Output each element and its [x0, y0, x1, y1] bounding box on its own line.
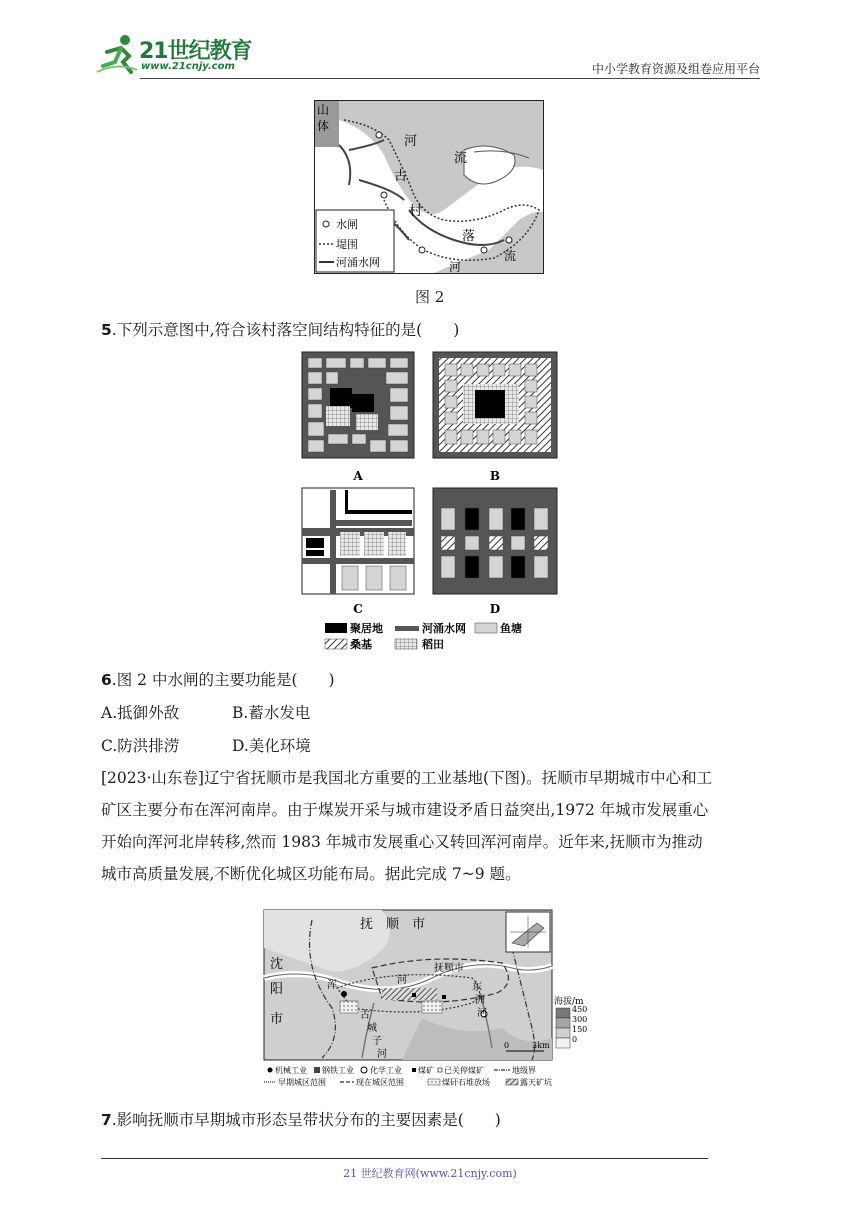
legend-settlement: 聚居地	[350, 622, 383, 635]
fig2-legend-sluice: 水闸	[336, 218, 358, 231]
option-d-diagram	[433, 488, 557, 594]
passage-line-3: 开始向浑河北岸转移,然而 1983 年城市发展重心又转回浑河南岸。近年来,抚顺市为推动	[101, 833, 703, 851]
fig2-label-cun: 村	[409, 204, 423, 219]
fushun-map	[262, 908, 598, 1090]
map-elevation-300: 300	[572, 1015, 588, 1024]
question-7-number: 7	[101, 1111, 112, 1129]
question-6-text: .图 2 中水闸的主要功能是( )	[111, 671, 335, 689]
map-legend-machinery: 机械工业	[275, 1066, 307, 1075]
passage-line-2: 矿区主要分布在浑河南岸。由于煤炭开采与城市建设矛盾日益突出,1972 年城市发展重心	[101, 801, 709, 819]
map-label-zi: 子	[372, 1036, 382, 1047]
legend-waterway: 河涌水网	[422, 622, 466, 635]
passage	[101, 762, 781, 890]
map-legend-steel: 钢铁工业	[322, 1066, 354, 1075]
map-elevation-title: 海拔/m	[554, 997, 584, 1007]
fig2-label-he1: 河	[404, 134, 418, 149]
fig2-legend-waterway: 河涌水网	[336, 256, 380, 269]
map-label-fushun-city: 抚顺市	[434, 963, 464, 974]
map-label-yang: 阳	[270, 982, 284, 997]
map-label-cheng: 城	[367, 1023, 377, 1034]
option-a-label: A	[353, 469, 363, 483]
question-6-option-b[interactable]: B.蓄水发电	[232, 704, 311, 722]
question-6-number: 6	[101, 671, 112, 689]
options-figure	[300, 350, 562, 655]
fig2-label-ti: 体	[317, 119, 330, 133]
fig2-label-liu2: 流	[504, 249, 517, 263]
map-label-zhou: 洲	[475, 995, 485, 1006]
fig2-legend-dike: 堤围	[336, 238, 358, 251]
question-7	[101, 1110, 501, 1130]
page-header	[95, 30, 760, 82]
legend-fishpond: 鱼塘	[500, 622, 522, 635]
map-legend-chemical: 化学工业	[370, 1066, 402, 1075]
footer-link[interactable]: 21 世纪教育网(www.21cnjy.com)	[343, 1167, 517, 1180]
passage-line-1: [2023·山东卷]辽宁省抚顺市是我国北方重要的工业基地(下图)。抚顺市早期城市中心和工	[101, 769, 713, 787]
option-b-diagram	[433, 352, 557, 458]
map-label-he3: 河	[477, 1008, 487, 1019]
map-legend-early-city: 早期城区范围	[278, 1078, 326, 1087]
map-label-dong: 东	[472, 982, 482, 993]
question-6-option-a[interactable]: A.抵御外敌	[101, 704, 180, 722]
map-label-fushun-big: 抚 顺 市	[360, 917, 426, 932]
map-label-he: 河	[397, 975, 407, 986]
question-6-option-d[interactable]: D.美化环境	[232, 737, 311, 755]
option-c-diagram	[302, 488, 414, 594]
legend-mulberry: 桑基	[350, 638, 372, 651]
map-elevation-450: 450	[572, 1005, 588, 1014]
fig2-label-he2: 河	[449, 260, 462, 274]
map-elevation-150: 150	[572, 1025, 588, 1034]
question-5	[101, 320, 459, 340]
map-legend-gangue: 煤矸石堆放场	[442, 1078, 490, 1087]
map-legend-open-pit: 露天矿坑	[520, 1078, 552, 1087]
question-6-option-c[interactable]: C.防洪排涝	[101, 737, 180, 755]
logo-main-text: 21世纪教育	[139, 39, 252, 64]
map-label-gu: 古	[360, 1010, 370, 1021]
fig2-label-gu: 古	[394, 169, 408, 184]
map-scale-3km: 3km	[532, 1041, 550, 1050]
question-6	[101, 670, 335, 690]
map-legend-closed-mine: 已关停煤矿	[444, 1066, 484, 1075]
options-legend	[325, 621, 522, 651]
header-platform-text: 中小学教育资源及组卷应用平台	[591, 62, 760, 76]
map-label-hun: 浑	[327, 980, 337, 991]
option-a-diagram	[302, 352, 414, 458]
header-divider	[140, 78, 760, 79]
figure2-map	[314, 100, 544, 274]
passage-line-4: 城市高质量发展,不断优化城区功能布局。据此完成 7~9 题。	[101, 865, 521, 883]
figure2-caption: 图 2	[415, 288, 445, 306]
fig2-label-shan: 山	[317, 103, 330, 117]
map-legend-boundary: 地级界	[512, 1066, 536, 1075]
map-label-shen: 沈	[270, 957, 284, 972]
map-label-shi: 市	[270, 1012, 284, 1027]
question-7-text: .影响抚顺市早期城市形态呈带状分布的主要因素是( )	[111, 1111, 501, 1129]
legend-paddy: 稻田	[422, 638, 444, 651]
option-c-label: C	[353, 602, 363, 616]
map-scale-0: 0	[504, 1041, 510, 1050]
fig2-label-liu1: 流	[454, 151, 468, 166]
map-legend-current-city: 现在城区范围	[356, 1078, 404, 1087]
fig2-label-luo: 落	[462, 229, 476, 244]
map-legend-coal-mine: 煤矿	[418, 1066, 434, 1075]
runner-icon	[95, 32, 139, 76]
footer-divider	[101, 1158, 708, 1159]
site-logo	[95, 32, 265, 76]
option-d-label: D	[489, 602, 501, 616]
map-label-he2: 河	[377, 1049, 387, 1060]
map-elevation-0: 0	[572, 1035, 578, 1044]
option-b-label: B	[489, 469, 501, 483]
question-5-text: .下列示意图中,符合该村落空间结构特征的是( )	[111, 321, 460, 339]
logo-sub-text: www.21cnjy.com	[141, 61, 235, 72]
question-5-number: 5	[101, 321, 112, 339]
